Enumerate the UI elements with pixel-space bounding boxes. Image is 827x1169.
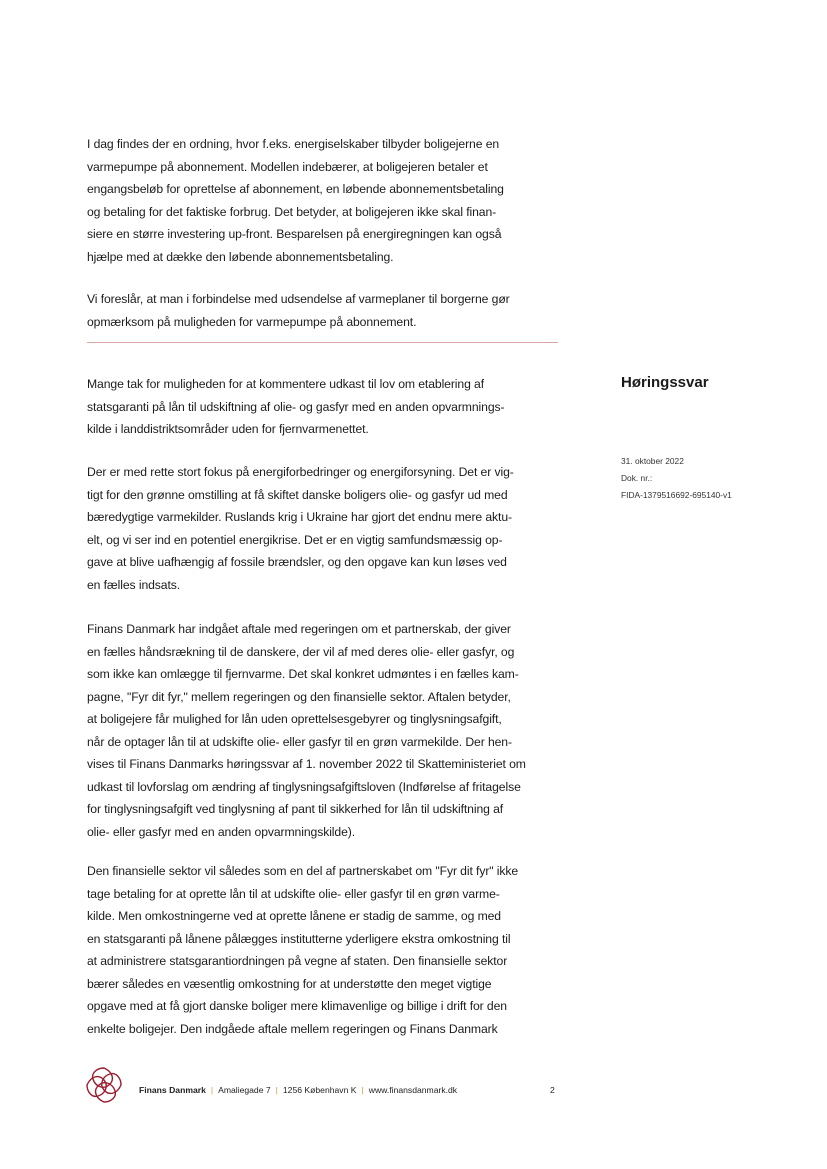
text-line: en fælles håndsrækning til de danskere, der vil af med deres olie- eller gasfyr, og [87,644,515,659]
footer-website: www.finansdanmark.dk [368,1085,458,1095]
text-line: gave at blive uafhængig af fossile brændsler, og den opgave kan kun løses ved [87,555,507,569]
text-line: Finans Danmark har indgået aftale med regeringen om et partnerskab, der giver [87,622,511,636]
text-line: pagne, "Fyr dit fyr," mellem regeringen og den finansielle sektor. Aftalen betyder, [87,689,511,704]
footer-brand: Finans Danmark [139,1085,206,1095]
document-number-label: Dok. nr.: [621,473,653,483]
finans-danmark-logo-icon [83,1064,125,1106]
text-line: kilde. Men omkostningerne ved at oprette lånene er stadig de samme, og med [87,909,501,923]
text-line: som ikke kan omlægge til fjernvarme. Det skal konkret udmøntes i en fælles kam- [87,667,519,681]
text-line: tigt for den grønne omstilling at få skiftet danske boligers olie- og gasfyr ud med [87,487,508,502]
text-line: engangsbeløb for oprettelse af abonnement, en løbende abonnementsbetaling [87,182,504,196]
text-line: elt, og vi ser ind en potentiel energikrise. Det er en vigtig samfundsmæssig op- [87,532,503,547]
text-line: statsgaranti på lån til udskiftning af olie- og gasfyr med en anden opvarmnings- [87,399,505,414]
text-line: Den finansielle sektor vil således som en del af partnerskabet om "Fyr dit fyr" ikke [87,864,519,878]
page-number: 2 [550,1085,555,1095]
section-divider [87,342,558,343]
footer-divider: | [210,1085,214,1095]
text-line: I dag findes der en ordning, hvor f.eks. energiselskaber tilbyder boligejerne en [87,137,500,151]
text-line: en statsgaranti på lånene pålægges institutterne yderligere ekstra omkostning til [87,931,511,946]
text-line: og betaling for det faktiske forbrug. Det betyder, at boligejeren ikke skal finan- [87,204,497,219]
text-line: olie- eller gasfyr med en anden opvarmningskilde). [87,824,356,839]
text-line: opgave med at få gjort danske boliger mere klimavenlige og billige i drift for den [87,999,507,1013]
intro-paragraph-2 [87,288,561,333]
text-line: bærer således en væsentlig omkostning for at understøtte den meget vigtige [87,976,492,991]
footer-address: Amaliegade 7 [218,1085,271,1095]
text-line: Vi foreslår, at man i forbindelse med udsendelse af varmeplaner til borgerne gør [87,292,510,306]
text-line: udkast til lovforslag om ændring af tinglysningsafgiftsloven (Indførelse af fritagelse [87,779,521,794]
text-line: at administrere statsgarantiordningen på vegne af staten. Den finansielle sektor [87,954,508,968]
text-line: vises til Finans Danmarks høringssvar af 1. november 2022 til Skatteministeriet om [87,757,526,771]
document-number: FIDA-1379516692-695140-v1 [621,490,732,500]
document-date: 31. oktober 2022 [621,456,684,466]
footer-divider: | [275,1085,278,1095]
text-line: varmepumpe på abonnement. Modellen indebærer, at boligejeren betaler et [87,159,488,174]
text-line: hjælpe med at dække den løbende abonnementsbetaling. [87,249,394,264]
text-line: siere en større investering up-front. Besparelsen på energiregningen kan også [87,227,502,241]
main-paragraph-3 [87,618,561,843]
main-paragraph-2 [87,461,561,596]
text-line: tage betaling for at oprette lån til at udskifte olie- eller gasfyr til en grøn varme- [87,886,500,901]
footer-contact [139,1085,457,1095]
footer-divider: | [361,1085,364,1095]
text-line: for tinglysningsafgift ved tinglysning af pant til sikkerhed for lån til udskiftning af [87,802,504,816]
text-line: enkelte boligejer. Den indgåede aftale mellem regeringen og Finans Danmark [87,1021,498,1036]
document-type-heading: Høringssvar [621,374,709,391]
main-paragraph-1 [87,373,561,441]
text-line: kilde i landdistriktsområder uden for fjernvarmenettet. [87,422,369,436]
text-line: en fælles indsats. [87,577,181,592]
main-paragraph-4 [87,860,561,1040]
text-line: Der er med rette stort fokus på energiforbedringer og energiforsyning. Det er vig- [87,465,514,479]
text-line: opmærksom på muligheden for varmepumpe på abonnement. [87,314,417,329]
footer-city: 1256 København K [282,1085,357,1095]
text-line: når de optager lån til at udskifte olie- eller gasfyr til en grøn varmekilde. Der hen- [87,734,512,749]
text-line: bæredygtige varmekilder. Ruslands krig i Ukraine har gjort det endnu mere aktu- [87,510,512,524]
page-footer [0,1060,827,1120]
intro-paragraph-1 [87,133,561,268]
text-line: Mange tak for muligheden for at kommentere udkast til lov om etablering af [87,377,485,391]
text-line: at boligejere får mulighed for lån uden oprettelsesgebyrer og tinglysningsafgift, [87,712,502,726]
